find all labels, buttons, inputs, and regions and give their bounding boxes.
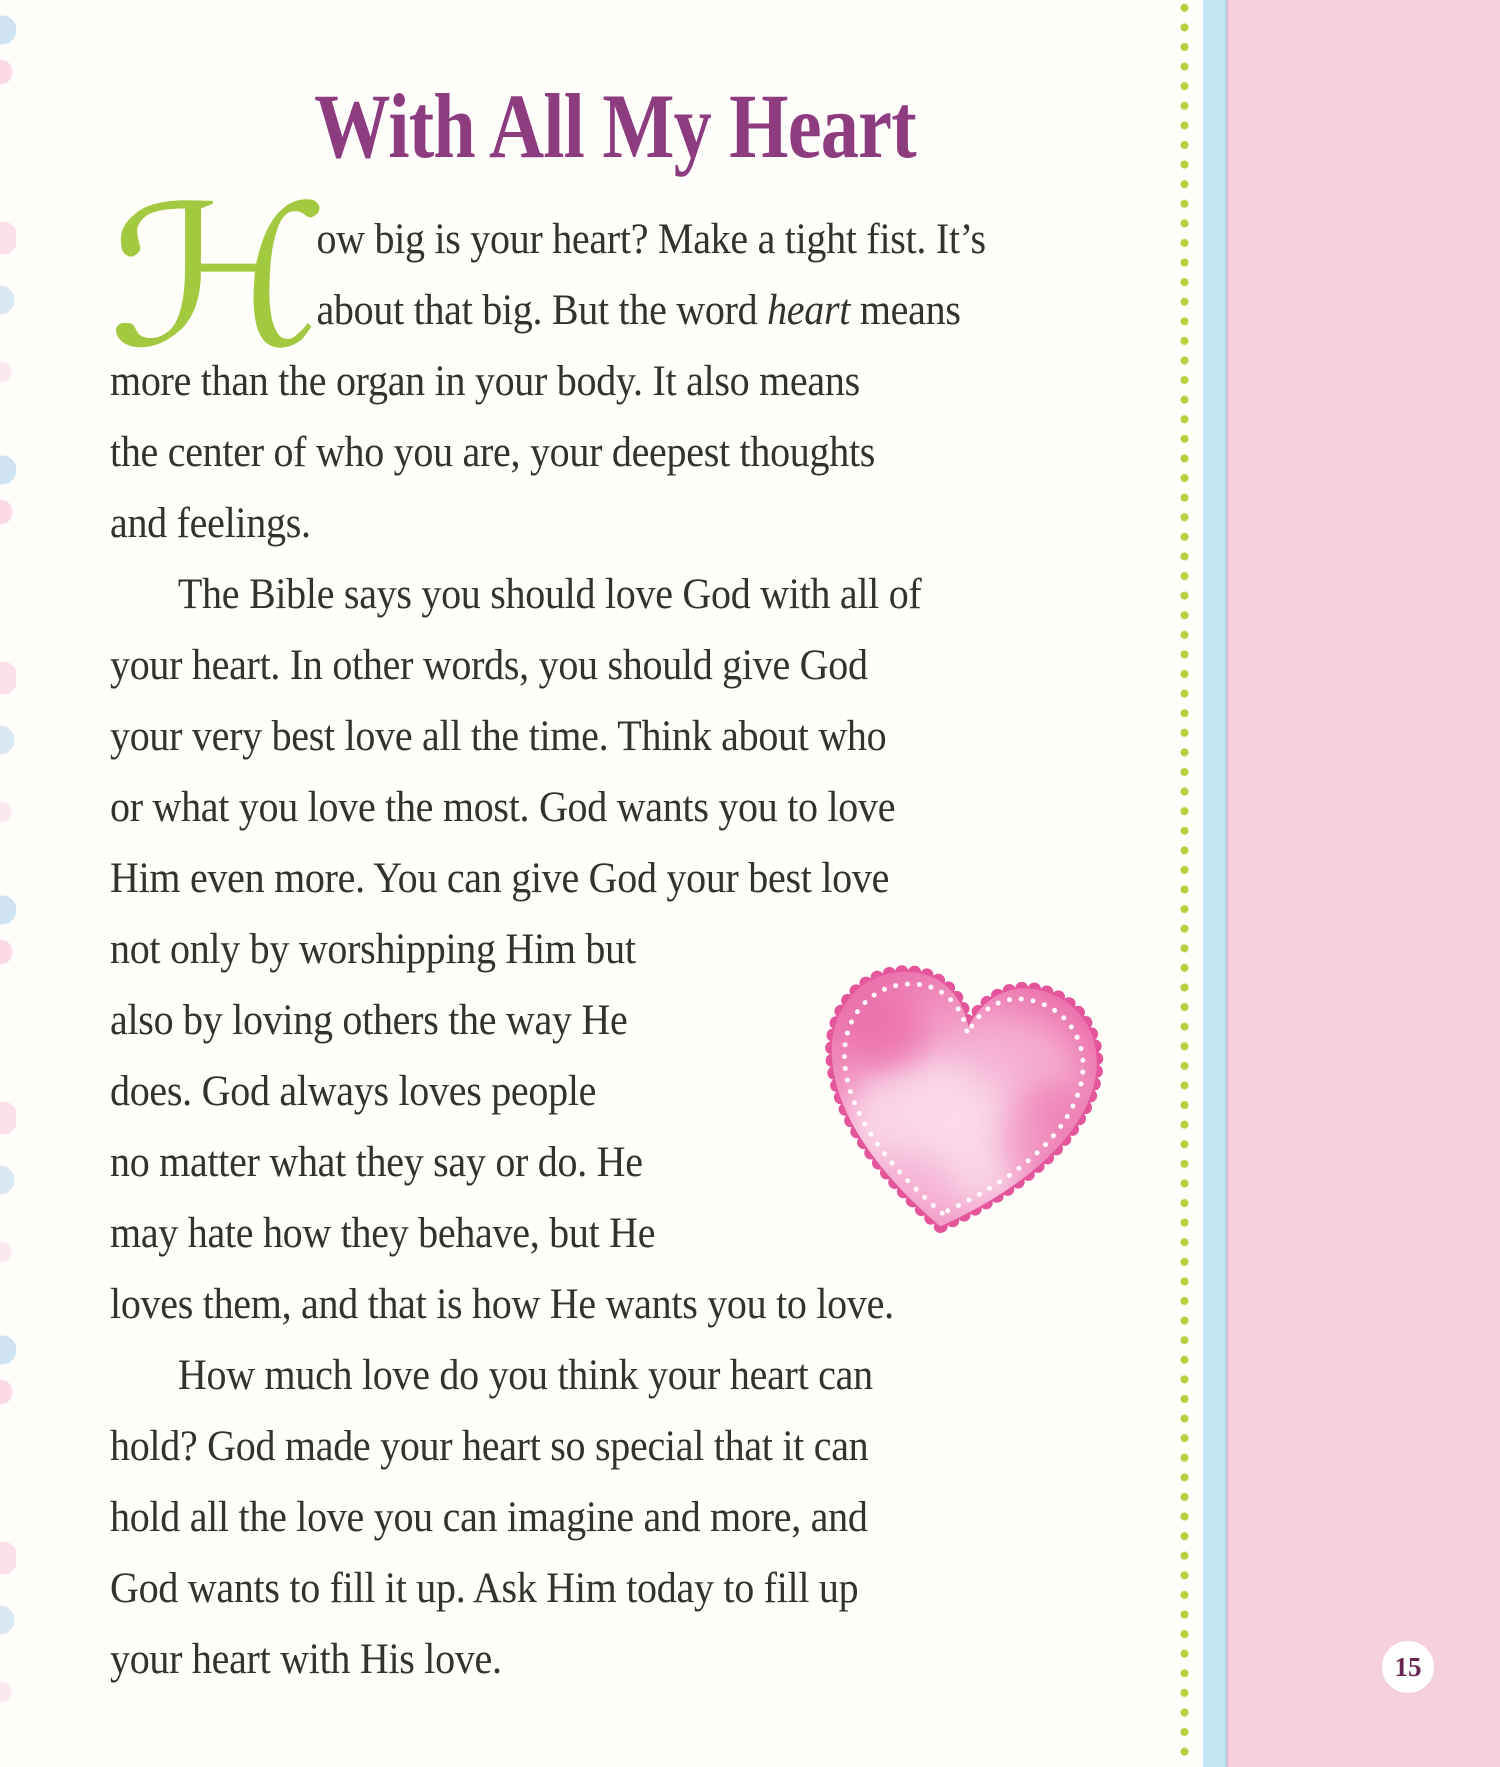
body-text-line: about that big. But the word heart means	[316, 287, 961, 334]
body-text-line: also by loving others the way He	[110, 997, 628, 1044]
dotted-border	[1180, 0, 1189, 1767]
body-text-line: the center of who you are, your deepest thoughts	[110, 429, 876, 476]
body-text-line: your very best love all the time. Think about who	[110, 713, 887, 760]
body-text-line: God wants to fill it up. Ask Him today to fill up	[110, 1565, 859, 1612]
body-text-line: hold? God made your heart so special that it can	[110, 1423, 869, 1470]
page-edge-pattern	[0, 0, 16, 1767]
body-text-line: The Bible says you should love God with all of	[177, 571, 922, 618]
chapter-title: With All My Heart	[314, 75, 916, 177]
body-text-line: more than the organ in your body. It also means	[110, 358, 860, 405]
body-text-line: How much love do you think your heart can	[177, 1352, 873, 1399]
body-text-line: may hate how they behave, but He	[110, 1210, 656, 1257]
heart-icon	[778, 915, 1141, 1273]
drop-cap-letter: ℋ	[108, 164, 330, 391]
body-text-line: does. God always loves people	[110, 1068, 597, 1115]
body-text-line: and feelings.	[110, 500, 311, 547]
page-number-badge	[1382, 1641, 1434, 1693]
page-number: 15	[1394, 1651, 1422, 1682]
body-text-line: your heart. In other words, you should give God	[110, 642, 868, 689]
body-text-line: ow big is your heart? Make a tight fist. It’s	[316, 216, 986, 263]
body-text-line: or what you love the most. God wants you to love	[110, 784, 896, 831]
body-text-line: Him even more. You can give God your best love	[110, 855, 890, 902]
body-text-line: your heart with His love.	[110, 1636, 502, 1683]
body-text-line: no matter what they say or do. He	[110, 1139, 643, 1186]
body-text-line: loves them, and that is how He wants you to love.	[110, 1281, 894, 1328]
body-text-line: hold all the love you can imagine and more, and	[110, 1494, 868, 1541]
pink-sidebar-panel	[1227, 0, 1500, 1767]
body-text-line: not only by worshipping Him but	[110, 926, 636, 973]
watercolor-heart-illustration	[778, 915, 1141, 1273]
blue-border-strip	[1203, 0, 1227, 1767]
